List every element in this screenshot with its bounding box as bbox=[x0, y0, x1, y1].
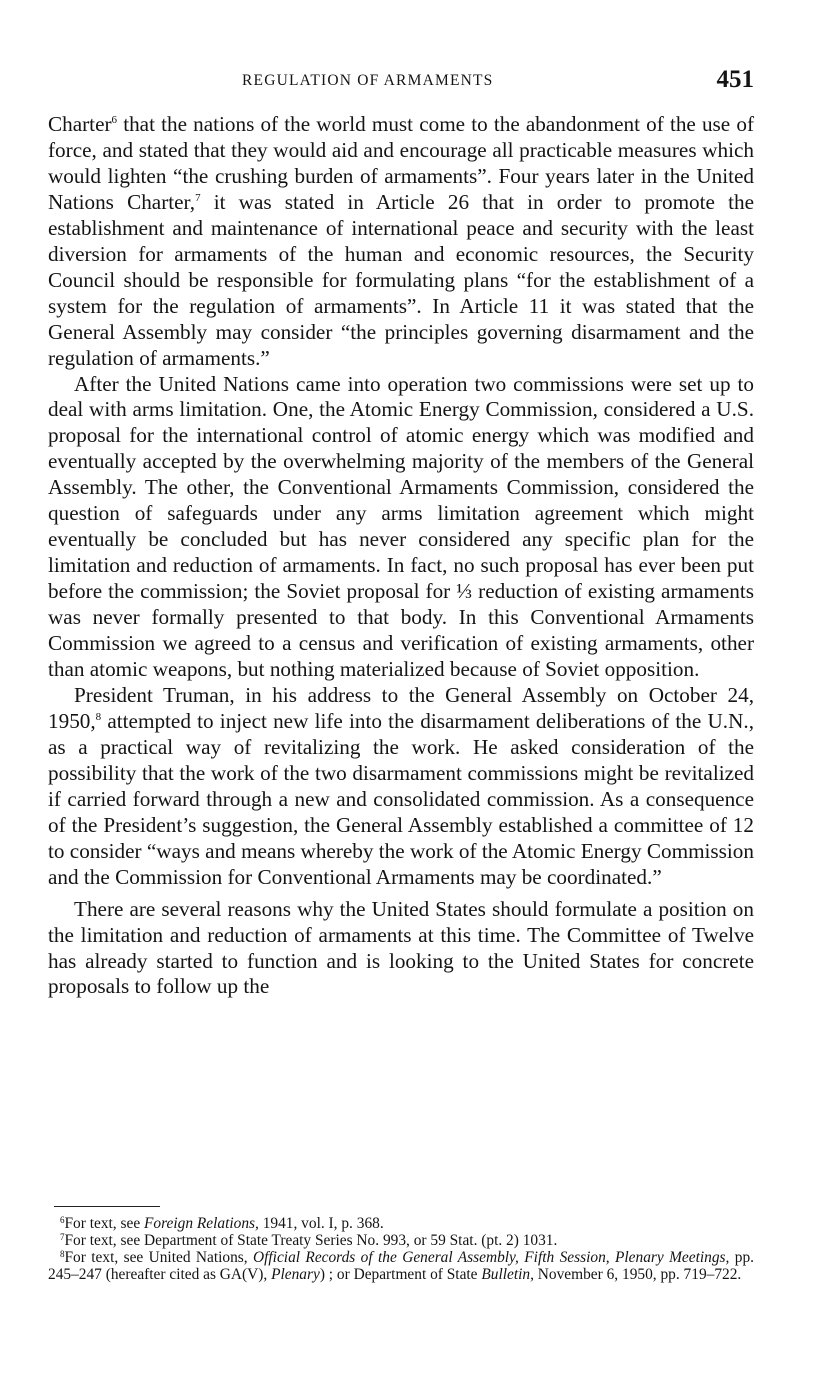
footnote-8-italic-3: Bulletin, bbox=[481, 1266, 534, 1283]
footnote-8-italic-2: Plenary bbox=[271, 1266, 320, 1283]
footnote-8-text-c: ) ; or Department of State bbox=[319, 1266, 482, 1283]
running-head bbox=[48, 68, 754, 98]
footnote-mark-8: 8 bbox=[60, 1249, 65, 1260]
footnote-6-italic: Foreign Relations, bbox=[144, 1215, 259, 1232]
running-title: REGULATION OF ARMAMENTS bbox=[242, 72, 494, 89]
footnote-divider bbox=[54, 1206, 160, 1207]
footnote-6-text-b: 1941, vol. I, p. 368. bbox=[258, 1215, 384, 1232]
footnote-mark-6: 6 bbox=[60, 1215, 65, 1226]
paragraph-1-text-a: Charter bbox=[48, 112, 112, 136]
paragraph-2: After the United Nations came into operation two commissions were set up to deal with arms limitation. One, the Atomic Energy Commission, considered a U.S. proposal for the international control of atomic energy which was modified and eventually accepted by the overwhelming majority of the members of the General Assembly. The other, the Conventional Armaments Commission, considered the question of safeguards under any arms limitation agreement which might eventually be concluded but has never considered any specific plan for the limitation and reduction of armaments. In fact, no such proposal has ever been put before the commission; the Soviet proposal for ⅓ reduction of existing armaments was never formally presented to that body. In this Conventional Armaments Commission we agreed to a census and verification of existing armaments, other than atomic weapons, but nothing materialized because of Soviet opposition. bbox=[48, 371, 754, 682]
footnote-6-text-a: For text, see bbox=[64, 1215, 145, 1232]
paragraph-1 bbox=[48, 112, 754, 372]
footnote-8-text-b: pp. 245–247 (hereafter cited as GA(V), bbox=[48, 1249, 755, 1283]
footnote-8 bbox=[48, 1249, 754, 1283]
footnote-7-text: For text, see Department of State Treaty Series No. 993, or 59 Stat. (pt. 2) 1031. bbox=[64, 1232, 558, 1249]
footnote-8-text-d: November 6, 1950, pp. 719–722. bbox=[533, 1266, 742, 1283]
page-number: 451 bbox=[716, 66, 754, 93]
footnote-mark-7: 7 bbox=[60, 1232, 65, 1243]
paragraph-1-text-c: it was stated in Article 26 that in order to promote the establishment and maintenance of international peace and security with the least diversion for armaments of the human and economic resources, the Security Council should be responsible for formulating plans “for the establishment of a system for the regulation of armaments”. In Article 11 it was stated that the General Assembly may consider “the principles governing disarmament and the regulation of armaments.” bbox=[48, 189, 754, 370]
footnote-ref-7: 7 bbox=[195, 191, 201, 204]
footnote-6 bbox=[48, 1215, 754, 1232]
footnote-ref-6: 6 bbox=[111, 113, 118, 126]
paragraph-4: There are several reasons why the United States should formulate a position on the limitation and reduction of armaments at this time. The Committee of Twelve has already started to function and is looking to the United States for concrete proposals to follow up the bbox=[48, 896, 754, 999]
paragraph-1-text-b: that the nations of the world must come to the abandonment of the use of force, and stated that they would aid and encourage all practicable measures which would lighten “the crushing burden of armaments”. Four years later in the United Nations Charter, bbox=[48, 112, 754, 214]
paragraph-3 bbox=[48, 683, 754, 891]
footnote-ref-8: 8 bbox=[95, 710, 102, 723]
footnote-8-italic-1: Official Records of the General Assembly, Fifth Session, Plenary Meetings, bbox=[253, 1249, 730, 1266]
paragraph-3-text-a: President Truman, in his address to the General Assembly on October 24, 1950, bbox=[48, 682, 754, 733]
footnotes bbox=[48, 1215, 754, 1283]
paragraph-3-text-b: attempted to inject new life into the disarmament deliberations of the U.N., as a practical way of revitalizing the work. He asked consideration of the possibility that the work of the two disarmament commissions might be revitalized if carried forward through a new and consolidated commission. As a consequence of the President’s suggestion, the General Assembly established a committee of 12 to consider “ways and means whereby the work of the Atomic Energy Commission and the Commission for Conventional Armaments may be coordinated.” bbox=[48, 708, 754, 889]
body-text bbox=[48, 112, 754, 1000]
footnote-7 bbox=[48, 1232, 754, 1249]
footnote-8-text-a: For text, see United Nations, bbox=[64, 1249, 254, 1266]
